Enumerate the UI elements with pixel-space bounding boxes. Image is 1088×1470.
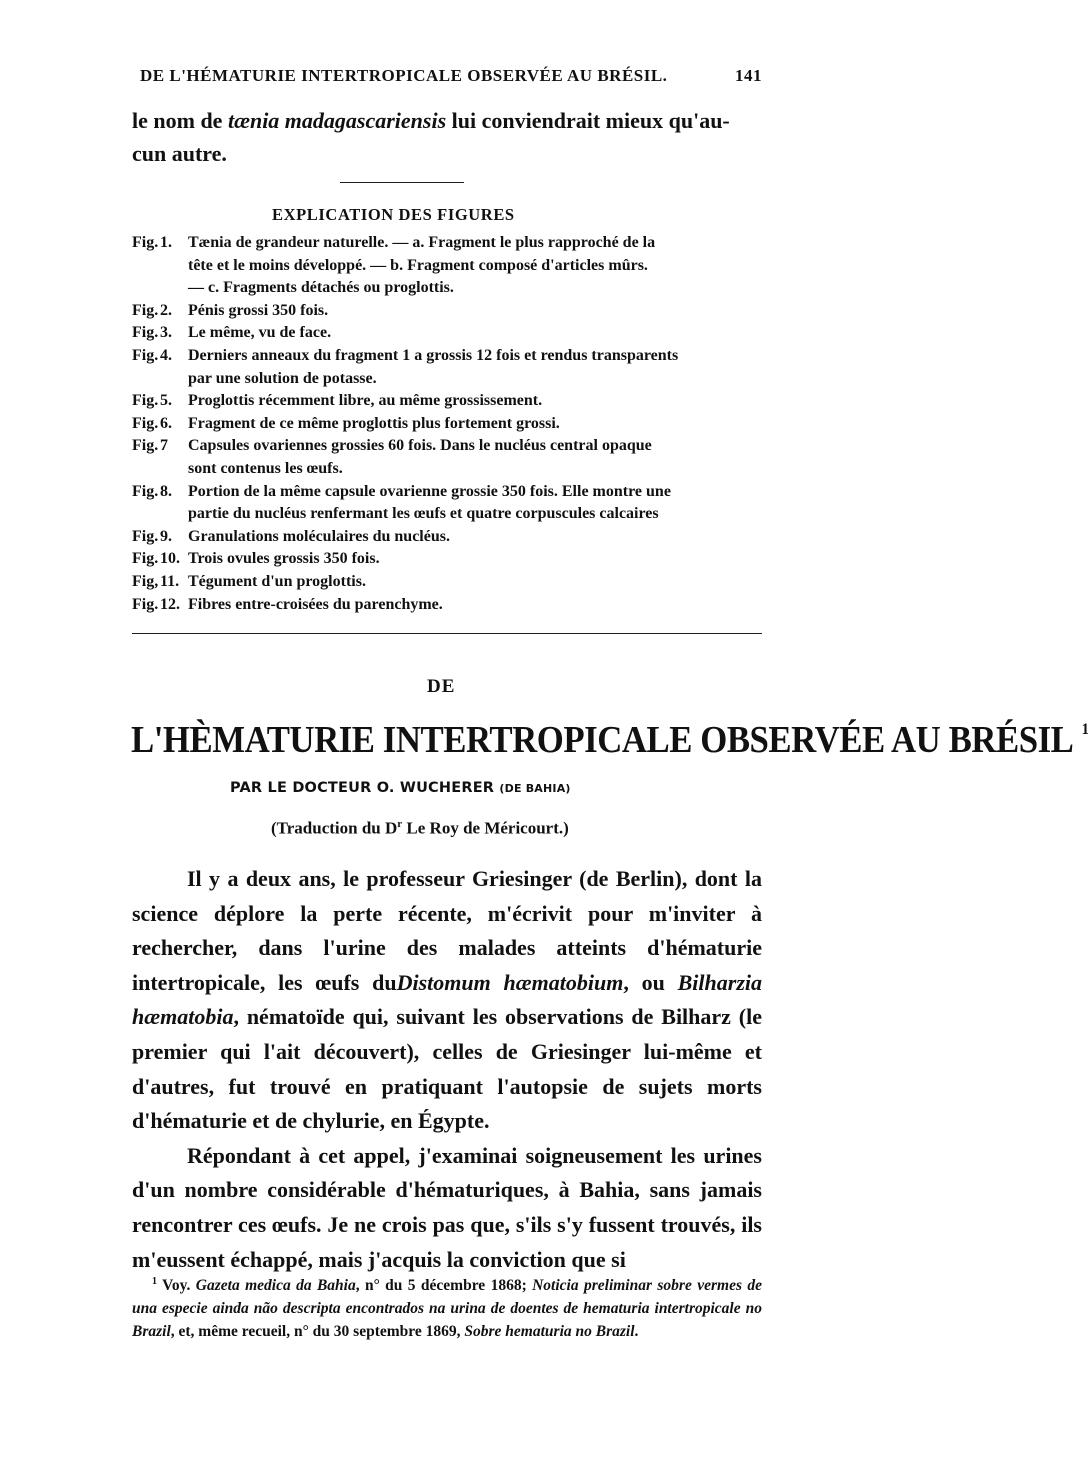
paragraph-1 xyxy=(132,862,762,1139)
figure-caption-text: Fragment de ce même proglottis plus fortement grossi. xyxy=(188,414,560,432)
figure-label: Fig. xyxy=(132,482,159,500)
figure-number: 11. xyxy=(160,572,180,590)
footnote-part-b: , n° du 5 décembre 1868; xyxy=(355,1277,533,1295)
footnote-italic-3: Sobre hematuria no Brazil xyxy=(464,1323,635,1341)
footnote-text xyxy=(132,1270,762,1343)
figure-caption-text: Fibres entre-croisées du parenchyme. xyxy=(188,595,443,613)
figure-entry xyxy=(132,413,762,436)
figure-number: 12. xyxy=(160,595,180,613)
p1-italic-2: Bilharzia hæmatobia xyxy=(132,969,762,1030)
figure-entry xyxy=(132,481,762,526)
running-head xyxy=(130,62,762,92)
figure-caption-line xyxy=(160,594,762,617)
figure-caption-line: sont contenus les œufs. xyxy=(188,459,343,477)
footnote-part-a: Voy. xyxy=(157,1277,196,1295)
figure-caption-line xyxy=(160,526,762,549)
figure-caption-line xyxy=(160,390,762,413)
figure-label: Fig, xyxy=(132,572,159,590)
figure-caption-text: Trois ovules grossis 350 fois. xyxy=(188,550,380,568)
continuation-text xyxy=(132,104,762,170)
translation-sup: r xyxy=(397,818,403,830)
article-de: DE xyxy=(427,676,456,697)
footnote-part-c: , et, même recueil, n° du 30 septembre 1869, xyxy=(170,1323,465,1341)
figure-entry xyxy=(132,345,762,390)
translation-note xyxy=(271,818,569,839)
figure-number: 1. xyxy=(160,234,172,251)
figure-number: 10. xyxy=(160,550,180,568)
figure-label: Fig. xyxy=(132,550,159,568)
p1-part-a: Il y a deux ans, le professeur Griesinger (de Berlin), dont la science déplore la perte récente, m'écrivit pour m'inviter à rechercher, dans l'urine des malades atteints d'hématurie intertropicale, les œufs du xyxy=(132,866,762,995)
figure-caption-line: tête et le moins développé. — b. Fragment composé d'articles mûrs. xyxy=(188,256,648,274)
figure-caption-line xyxy=(160,300,762,323)
figure-caption-text: Tænia de grandeur naturelle. — a. Fragment le plus rapproché de la xyxy=(188,234,656,251)
footnote-mark: 1 xyxy=(152,1276,157,1287)
figure-caption-line xyxy=(160,232,762,255)
short-divider xyxy=(340,182,464,183)
figure-entry xyxy=(132,390,762,413)
p1-italic-1: Distomum hæmatobium xyxy=(396,969,624,995)
article-title-text: L'HÈMATURIE INTERTROPICALE OBSERVÉE AU BRÉSIL xyxy=(131,719,1074,761)
figure-label: Fig. xyxy=(132,527,159,545)
figure-number: 9. xyxy=(160,527,172,545)
footnote-italic-2: Noticia preliminar sobre vermes de una especie ainda não descripta encontrados na urina de doentes de hematuria intertropicale no Brazil xyxy=(132,1277,762,1341)
figure-number: 5. xyxy=(160,392,172,410)
figure-number: 2. xyxy=(160,301,172,319)
figure-entry xyxy=(132,571,762,594)
figure-label: Fig. xyxy=(132,234,159,251)
figure-entry xyxy=(132,526,762,549)
article-title xyxy=(131,718,1088,762)
figure-caption-line xyxy=(160,435,762,458)
running-head-title: DE L'HÉMATURIE INTERTROPICALE OBSERVÉE AU BRÉSIL. xyxy=(140,66,668,85)
figure-label: Fig. xyxy=(132,437,159,455)
figure-caption-line: partie du nucléus renfermant les œufs et quatre corpuscules calcaires xyxy=(188,505,659,523)
figure-entry xyxy=(132,232,762,300)
continuation-part2: lui conviendrait mieux qu'au- xyxy=(446,108,730,133)
figure-caption-line: — c. Fragments détachés ou proglottis. xyxy=(188,279,454,297)
figure-entry xyxy=(132,594,762,617)
figure-entry xyxy=(132,548,762,571)
translation-name: Le Roy de Méricourt.) xyxy=(402,818,569,838)
figure-number: 6. xyxy=(160,414,172,432)
figure-number: 4. xyxy=(160,346,172,364)
page-number: 141 xyxy=(735,66,762,85)
title-footnote-mark: 1 xyxy=(1081,721,1088,738)
explication-title: EXPLICATION DES FIGURES xyxy=(272,205,515,224)
figure-caption-text: Tégument d'un proglottis. xyxy=(188,572,366,590)
footnote xyxy=(132,1270,762,1343)
continuation-part1: le nom de xyxy=(132,108,228,133)
author-origin: (DE BAHIA) xyxy=(499,782,571,795)
figure-caption-text: Portion de la même capsule ovarienne grossie 350 fois. Elle montre une xyxy=(188,482,671,500)
figure-entry xyxy=(132,300,762,323)
figure-caption-line xyxy=(160,481,762,504)
figure-label: Fig. xyxy=(132,346,159,364)
p1-part-b: , ou xyxy=(623,969,678,995)
article-author xyxy=(230,780,571,796)
figure-caption-text: Le même, vu de face. xyxy=(188,324,332,342)
figure-number: 3. xyxy=(160,324,172,342)
figure-caption-line xyxy=(160,548,762,571)
continuation-italic: tænia madagascariensis xyxy=(227,108,447,133)
figure-label: Fig. xyxy=(132,301,159,319)
continuation-line2: cun autre. xyxy=(132,141,227,166)
figure-caption-line xyxy=(160,413,762,436)
article-body xyxy=(132,862,762,1277)
figure-label: Fig. xyxy=(132,392,159,410)
figure-caption-text: Pénis grossi 350 fois. xyxy=(188,301,329,319)
figure-caption-line xyxy=(160,322,762,345)
footnote-part-d: . xyxy=(634,1323,639,1341)
figure-entry xyxy=(132,322,762,345)
figure-entry xyxy=(132,435,762,480)
figure-list xyxy=(132,232,762,616)
figure-caption-line: par une solution de potasse. xyxy=(188,369,377,387)
footnote-italic-1: Gazeta medica da Bahia xyxy=(195,1277,356,1295)
figure-label: Fig. xyxy=(132,595,159,613)
paragraph-2: Répondant à cet appel, j'examinai soigneusement les urines d'un nombre considérable d'hématuriques, à Bahia, sans jamais rencontrer ces œufs. Je ne crois pas que, s'ils s'y fussent trouvés, ils m'eussent échappé, mais j'acquis la conviction que si xyxy=(132,1142,762,1272)
figure-label: Fig. xyxy=(132,414,159,432)
section-divider xyxy=(132,633,762,634)
figure-label: Fig. xyxy=(132,324,159,342)
figure-caption-line xyxy=(160,571,762,594)
author-name: PAR LE DOCTEUR O. WUCHERER xyxy=(230,780,495,796)
figure-caption-text: Proglottis récemment libre, au même grossissement. xyxy=(188,392,543,410)
figure-caption-text: Capsules ovariennes grossies 60 fois. Dans le nucléus central opaque xyxy=(188,437,652,455)
figure-caption-text: Derniers anneaux du fragment 1 a grossis 12 fois et rendus transparents xyxy=(188,346,679,364)
figure-caption-line xyxy=(160,345,762,368)
p1-part-c: , nématoïde qui, suivant les observations de Bilharz (le premier qui l'ait découvert), celles de Griesinger lui-même et d'autres, fut trouvé en pratiquant l'autopsie de sujets morts d'hématurie et de chylurie, en Égypte. xyxy=(132,1004,762,1134)
translation-prefix: (Traduction du D xyxy=(271,818,398,838)
figure-number: 7 xyxy=(160,437,168,455)
figure-caption-text: Granulations moléculaires du nucléus. xyxy=(188,527,450,545)
figure-number: 8. xyxy=(160,482,172,500)
